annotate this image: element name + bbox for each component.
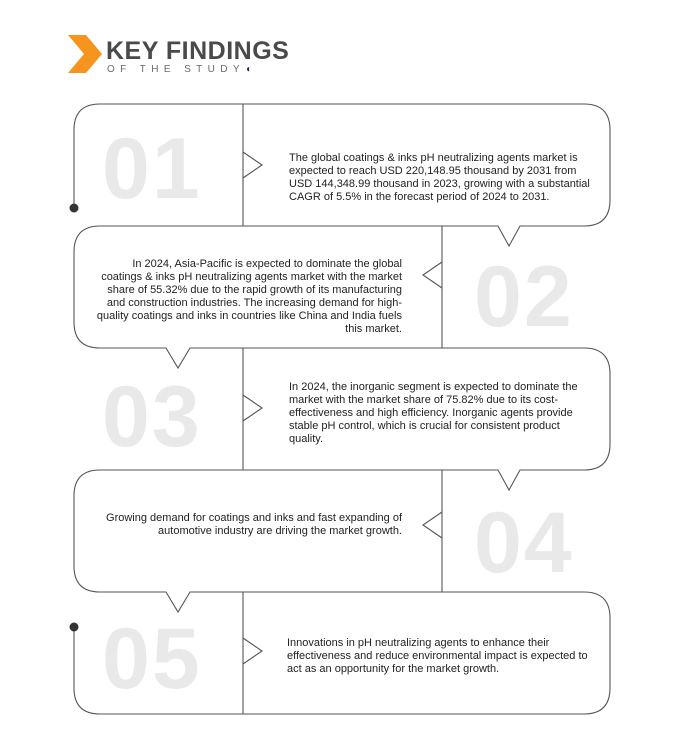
finding-box-04 (74, 470, 442, 612)
pointer-04 (423, 512, 442, 538)
finding-number-04: 04 (474, 495, 574, 591)
finding-text-05: Innovations in pH neutralizing agents to enhance their effectiveness and reduce environmental impact is expected to act as an opportunity for the market growth. (287, 637, 588, 675)
pointer-01 (243, 152, 262, 178)
page-subtitle: OF THE STUDY◖ (107, 64, 252, 75)
finding-number-03: 03 (102, 369, 202, 465)
finding-text-04: Growing demand for coatings and inks and fast expanding of automotive industry are driving the market growth. (106, 512, 402, 537)
finding-number-02: 02 (474, 249, 574, 345)
pointer-03 (243, 395, 262, 421)
finding-text-02: In 2024, Asia-Pacific is expected to dominate the global coatings & inks pH neutralizing agents market with the market share of 55.32% due to the rapid growth of its manufacturing and construction industries. The increasing demand for high-quality coatings and inks in countries like China and India fuels this market. (96, 258, 402, 335)
page-title: KEY FINDINGS (106, 37, 290, 65)
finding-text-03: In 2024, the inorganic segment is expected to dominate the market with the market share of 75.82% due to its cost-effectiveness and high efficiency. Inorganic agents provide stable pH control, which is crucial for consistent product quality. (289, 381, 578, 445)
crescent-icon: ◖ (244, 64, 252, 75)
finding-text-01: The global coatings & inks pH neutralizing agents market is expected to reach USD 220,148.95 thousand by 2031 from USD 144,348.99 thousand in 2023, growing with a substantial CAGR of 5.5% in the forecast period of 2024 to 2031. (289, 152, 590, 203)
finding-number-05: 05 (102, 611, 202, 707)
pointer-05 (243, 638, 262, 664)
timeline-end-dot (70, 623, 79, 632)
pointer-02 (423, 262, 442, 288)
finding-number-01: 01 (102, 121, 202, 217)
timeline-start-dot (70, 204, 79, 213)
